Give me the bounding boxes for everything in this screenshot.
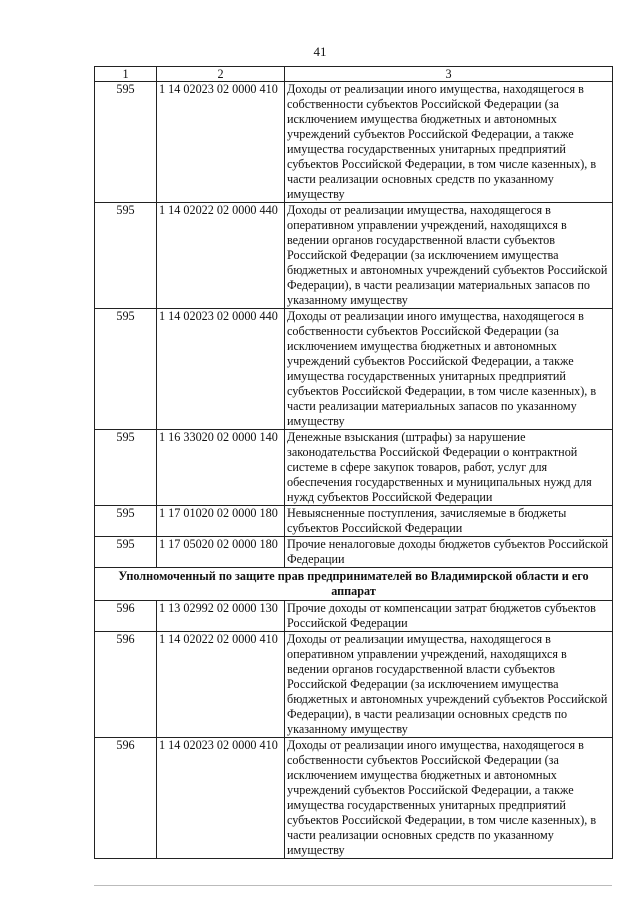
revenue-description-cell: Доходы от реализации иного имущества, находящегося в собственности субъектов Российской Федерации (за исключением имущества бюджетных и автономных учреждений субъектов Российской Федерации, а также имущества государственных унитарных предприятий субъектов Российской Федерации, в том числе казенных), в части реализации основных средств по указанному имуществу (285, 82, 613, 203)
table-row (95, 537, 613, 568)
table-row (95, 738, 613, 859)
table-body (95, 67, 613, 859)
admin-code-cell: 595 (95, 430, 157, 506)
revenue-description-cell: Доходы от реализации имущества, находящегося в оперативном управлении учреждений, находящихся в ведении органов государственной власти субъектов Российской Федерации (за исключением имущества бюджетных и автономных учреждений субъектов Российской Федерации), в части реализации основных средств по указанному имуществу (285, 632, 613, 738)
table-row (95, 203, 613, 309)
revenue-description-cell: Доходы от реализации иного имущества, находящегося в собственности субъектов Российской Федерации (за исключением имущества бюджетных и автономных учреждений субъектов Российской Федерации, а также имущества государственных унитарных предприятий субъектов Российской Федерации, в том числе казенных), в части реализации основных средств по указанному имуществу (285, 738, 613, 859)
column-header-3: 3 (285, 67, 613, 82)
admin-code-cell: 595 (95, 82, 157, 203)
table-row (95, 430, 613, 506)
admin-code-cell: 596 (95, 632, 157, 738)
admin-code-cell: 595 (95, 537, 157, 568)
admin-code-cell: 596 (95, 601, 157, 632)
column-header-2: 2 (157, 67, 285, 82)
page-number: 41 (313, 44, 327, 59)
revenue-code-cell: 1 17 05020 02 0000 180 (157, 537, 285, 568)
table-row (95, 309, 613, 430)
column-header-1: 1 (95, 67, 157, 82)
admin-code-cell: 595 (95, 506, 157, 537)
revenue-description-cell: Прочие доходы от компенсации затрат бюджетов субъектов Российской Федерации (285, 601, 613, 632)
table-row (95, 506, 613, 537)
revenue-codes-table (94, 66, 613, 859)
revenue-code-cell: 1 14 02022 02 0000 410 (157, 632, 285, 738)
revenue-code-cell: 1 14 02023 02 0000 440 (157, 309, 285, 430)
revenue-code-cell: 1 14 02023 02 0000 410 (157, 738, 285, 859)
admin-code-cell: 595 (95, 203, 157, 309)
revenue-code-cell: 1 17 01020 02 0000 180 (157, 506, 285, 537)
page-bottom-rule (94, 885, 612, 886)
revenue-code-cell: 1 14 02022 02 0000 440 (157, 203, 285, 309)
table-row (95, 601, 613, 632)
admin-code-cell: 595 (95, 309, 157, 430)
admin-code-cell: 596 (95, 738, 157, 859)
revenue-description-cell: Невыясненные поступления, зачисляемые в бюджеты субъектов Российской Федерации (285, 506, 613, 537)
revenue-code-cell: 1 13 02992 02 0000 130 (157, 601, 285, 632)
table-row (95, 82, 613, 203)
section-title: Уполномоченный по защите прав предпринимателей во Владимирской области и его аппарат (95, 568, 613, 601)
revenue-description-cell: Доходы от реализации иного имущества, находящегося в собственности субъектов Российской Федерации (за исключением имущества бюджетных и автономных учреждений субъектов Российской Федерации, а также имущества государственных унитарных предприятий субъектов Российской Федерации, в том числе казенных), в части реализации материальных запасов по указанному имуществу (285, 309, 613, 430)
table-row (95, 632, 613, 738)
revenue-description-cell: Доходы от реализации имущества, находящегося в оперативном управлении учреждений, находящихся в ведении органов государственной власти субъектов Российской Федерации (за исключением имущества бюджетных и автономных учреждений субъектов Российской Федерации), в части реализации материальных запасов по указанному имуществу (285, 203, 613, 309)
revenue-description-cell: Денежные взыскания (штрафы) за нарушение законодательства Российской Федерации о контрактной системе в сфере закупок товаров, работ, услуг для обеспечения государственных и муниципальных нужд для нужд субъектов Российской Федерации (285, 430, 613, 506)
revenue-code-cell: 1 14 02023 02 0000 410 (157, 82, 285, 203)
table-header-row (95, 67, 613, 82)
section-header-row (95, 568, 613, 601)
revenue-code-cell: 1 16 33020 02 0000 140 (157, 430, 285, 506)
revenue-description-cell: Прочие неналоговые доходы бюджетов субъектов Российской Федерации (285, 537, 613, 568)
